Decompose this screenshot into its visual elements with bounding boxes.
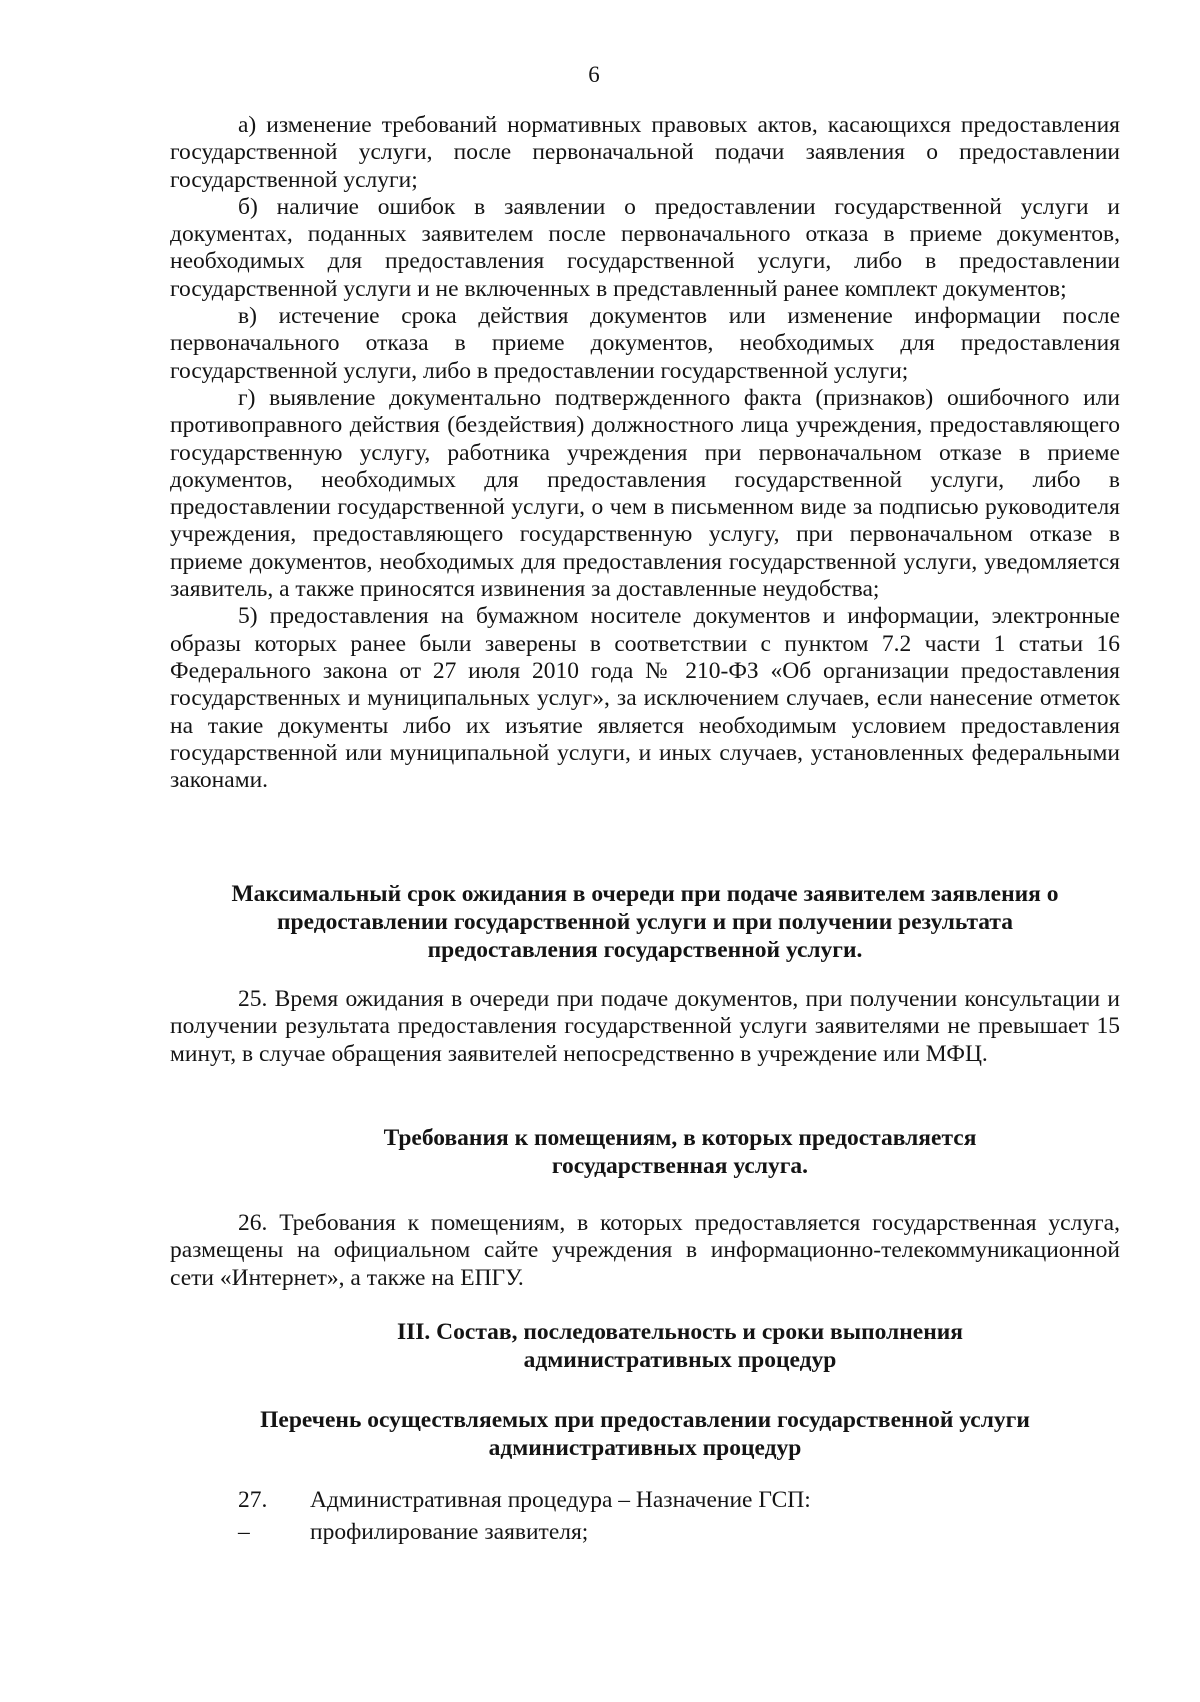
heading-line: административных процедур <box>488 1435 802 1461</box>
heading-queue-time <box>170 880 1120 964</box>
item-text: профилирование заявителя; <box>310 1519 589 1545</box>
heading-premises <box>300 1124 1060 1180</box>
heading-line: предоставлении государственной услуги и при получении результата <box>276 909 1014 935</box>
heading-line: государственная услуга. <box>551 1153 809 1179</box>
page-number: 6 <box>588 62 600 87</box>
item-text: Административная процедура – Назначение ГСП: <box>310 1487 811 1513</box>
item-number: 27. <box>238 1487 268 1513</box>
heading-line: III. Состав, последовательность и сроки выполнения <box>396 1319 963 1345</box>
dash-marker: – <box>238 1519 250 1545</box>
heading-line: Требования к помещениям, в которых предоставляется <box>383 1125 977 1151</box>
heading-section-iii <box>300 1318 1060 1374</box>
paragraph-v: в) истечение срока действия документов или изменение информации после первоначального отказа в приеме документов, необходимых для предоставления государственной услуги, либо в предоставлении государственной услуги; <box>170 303 1120 384</box>
paragraph-26-block <box>170 1210 1120 1292</box>
paragraph-b: б) наличие ошибок в заявлении о предоставлении государственной услуги и документах, поданных заявителем после первоначального отказа в приеме документов, необходимых для предоставления государственной услуги, либо в предоставлении государственной услуги и не включенных в представленный ранее комплект документов; <box>170 193 1120 302</box>
paragraph-5: 5) предоставления на бумажном носителе документов и информации, электронные образы которых ранее были заверены в соответствии с пунктом 7.2 части 1 статьи 16 Федерального закона от 27 июля 2010 года № 210-ФЗ «Об организации предоставления государственных и муниципальных услуг», за исключением случаев, если нанесение отметок на такие документы либо их изъятие является необходимым условием предоставления государственной или муниципальной услуги, и иных случаев, установленных федеральными законами. <box>170 603 1120 794</box>
paragraph-25: 25. Время ожидания в очереди при подаче документов, при получении консультации и получении результата предоставления государственной услуги заявителями не превышает 15 минут, в случае обращения заявителей непосредственно в учреждение или МФЦ. <box>170 986 1120 1067</box>
paragraph-25-block <box>170 986 1120 1068</box>
item-27 <box>238 1486 811 1514</box>
heading-line: Максимальный срок ожидания в очереди при подаче заявителем заявления о <box>231 881 1059 907</box>
heading-line: Перечень осуществляемых при предоставлении государственной услуги <box>260 1407 1030 1433</box>
paragraph-g: г) выявление документально подтвержденного факта (признаков) ошибочного или противоправного действия (бездействия) должностного лица учреждения, предоставляющего государственную услугу, работника учреждения при первоначальном отказе в приеме документов, необходимых для предоставления государственной услуги, либо в предоставлении государственной услуги, о чем в письменном виде за подписью руководителя учреждения, предоставляющего государственную услугу, при первоначальном отказе в приеме документов, необходимых для предоставления государственной услуги, уведомляется заявитель, а также приносятся извинения за доставленные неудобства; <box>170 384 1120 603</box>
heading-line: предоставления государственной услуги. <box>427 937 863 963</box>
item-dash <box>238 1518 588 1546</box>
paragraph-26: 26. Требования к помещениям, в которых предоставляется государственная услуга, размещены на официальном сайте учреждения в информационно-телекоммуникационной сети «Интернет», а также на ЕПГУ. <box>170 1210 1120 1291</box>
grounds-list <box>170 112 1120 794</box>
heading-procedures-list <box>170 1406 1120 1462</box>
heading-line: административных процедур <box>523 1347 837 1373</box>
paragraph-a: а) изменение требований нормативных правовых актов, касающихся предоставления государственной услуги, после первоначальной подачи заявления о предоставлении государственной услуги; <box>170 112 1120 193</box>
